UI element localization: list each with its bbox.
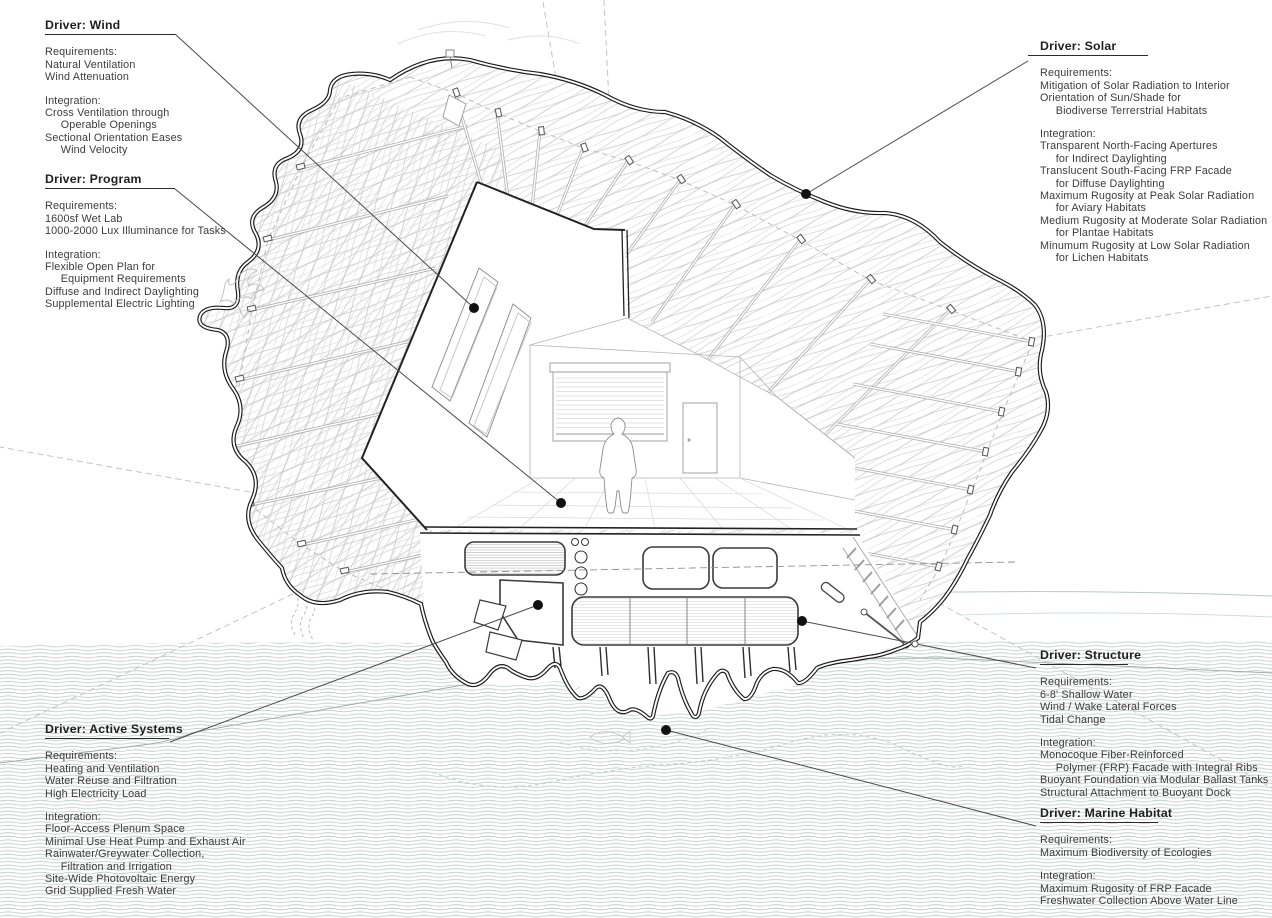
dot-wind — [469, 303, 479, 313]
text-line: Minumum Rugosity at Low Solar Radiation — [1040, 239, 1250, 252]
integration-list — [45, 261, 226, 311]
text-line: Medium Rugosity at Moderate Solar Radiation — [1040, 214, 1268, 227]
text-line: Grid Supplied Fresh Water — [45, 885, 177, 898]
text-line: Tidal Change — [1040, 713, 1106, 726]
callout-underline — [1040, 822, 1158, 823]
callout-marine — [1040, 807, 1238, 907]
integration-list — [1040, 749, 1268, 799]
text-line: Site-Wide Photovoltaic Energy — [45, 873, 196, 886]
text-line: for Diffuse Daylighting — [1040, 177, 1165, 190]
section-label: Integration: — [45, 811, 101, 824]
callout-title: Driver: Program — [45, 172, 142, 186]
text-line: Freshwater Collection Above Water Line — [1040, 895, 1238, 908]
text-line: Biodiverse Terrerstrial Habitats — [1040, 104, 1208, 117]
text-line: Operable Openings — [45, 119, 157, 132]
text-line: for Indirect Daylighting — [1040, 152, 1167, 165]
text-line: Structural Attachment to Buoyant Dock — [1040, 786, 1231, 799]
text-line: Wind / Wake Lateral Forces — [1040, 701, 1177, 714]
integration-list — [45, 107, 182, 157]
text-line: Flexible Open Plan for — [45, 261, 156, 274]
dot-program — [556, 498, 566, 508]
callout-underline — [1028, 55, 1148, 56]
callout-underline — [45, 34, 175, 35]
section-label: Requirements: — [45, 46, 118, 59]
dot-solar — [801, 189, 811, 199]
text-line: Equipment Requirements — [45, 273, 186, 286]
section-label: Requirements: — [45, 750, 118, 763]
text-line: for Lichen Habitats — [1040, 252, 1149, 265]
section-label: Requirements: — [1040, 676, 1113, 689]
callout-title: Driver: Solar — [1040, 39, 1117, 53]
text-line: Diffuse and Indirect Daylighting — [45, 285, 200, 298]
requirements-list — [1040, 689, 1268, 726]
callout-title: Driver: Marine Habitat — [1040, 806, 1173, 820]
callout-wind — [45, 19, 182, 157]
requirements-list — [45, 59, 182, 84]
text-line: Buoyant Foundation via Modular Ballast Tanks — [1040, 774, 1269, 787]
text-line: Transparent North-Facing Apertures — [1040, 140, 1218, 153]
text-line: Mitigation of Solar Radiation to Interior — [1040, 79, 1230, 92]
section-label: Integration: — [45, 94, 101, 107]
text-line: Minimal Use Heat Pump and Exhaust Air — [45, 835, 246, 848]
text-line: Filtration and Irrigation — [45, 860, 172, 873]
text-line: High Electricity Load — [45, 787, 147, 800]
text-line: for Plantae Habitats — [1040, 227, 1154, 240]
dot-structure — [797, 616, 807, 626]
text-line: Wind Velocity — [45, 144, 128, 157]
text-line: Sectional Orientation Eases — [45, 131, 183, 144]
text-line: for Aviary Habitats — [1040, 202, 1147, 215]
text-line: Wind Attenuation — [45, 71, 130, 84]
callout-title: Driver: Structure — [1040, 648, 1142, 662]
requirements-list — [45, 763, 246, 800]
text-line: Maximum Rugosity of FRP Facade — [1040, 882, 1212, 895]
text-line: Orientation of Sun/Shade for — [1040, 92, 1182, 105]
text-line: Supplemental Electric Lighting — [45, 298, 195, 311]
dot-active — [533, 600, 543, 610]
text-line: Heating and Ventilation — [45, 762, 160, 775]
text-line: Translucent South-Facing FRP Facade — [1040, 165, 1232, 178]
callout-program — [45, 173, 226, 311]
section-label: Requirements: — [1040, 67, 1113, 80]
text-line: Floor-Access Plenum Space — [45, 823, 185, 836]
callout-title: Driver: Active Systems — [45, 722, 183, 736]
roll-up-door — [550, 363, 670, 441]
text-line: 1600sf Wet Lab — [45, 212, 123, 225]
text-line: Maximum Biodiversity of Ecologies — [1040, 846, 1212, 859]
text-line: 1000-2000 Lux Illuminance for Tasks — [45, 225, 226, 238]
callout-underline — [1040, 664, 1128, 665]
text-line: Rainwater/Greywater Collection, — [45, 848, 205, 861]
integration-list — [45, 823, 246, 897]
text-line: Polymer (FRP) Facade with Integral Ribs — [1040, 761, 1258, 774]
callout-solar — [1040, 40, 1267, 265]
door — [683, 403, 717, 473]
section-label: Requirements: — [45, 200, 118, 213]
leader-solar — [806, 61, 1028, 194]
leader-node — [912, 641, 918, 647]
section-label: Integration: — [1040, 128, 1096, 141]
callout-structure — [1040, 649, 1268, 799]
section-label: Integration: — [1040, 870, 1096, 883]
requirements-list — [1040, 80, 1267, 117]
dot-marine — [661, 725, 671, 735]
requirements-list — [1040, 847, 1238, 859]
integration-list — [1040, 140, 1267, 264]
callout-active-systems — [45, 723, 246, 898]
callout-underline — [45, 188, 175, 189]
callout-title: Driver: Wind — [45, 18, 121, 32]
callout-underline — [45, 738, 169, 739]
text-line: Maximum Rugosity at Peak Solar Radiation — [1040, 190, 1255, 203]
section-label: Integration: — [45, 248, 101, 261]
section-label: Requirements: — [1040, 834, 1113, 847]
text-line: Monocoque Fiber-Reinforced — [1040, 749, 1184, 762]
text-line: 6-8' Shallow Water — [1040, 688, 1133, 701]
requirements-list — [45, 213, 226, 238]
text-line: Cross Ventilation through — [45, 107, 170, 120]
text-line: Water Reuse and Filtration — [45, 775, 177, 788]
section-label: Integration: — [1040, 737, 1096, 750]
text-line: Natural Ventilation — [45, 58, 136, 71]
shell-blob — [150, 40, 1080, 719]
integration-list — [1040, 883, 1238, 908]
